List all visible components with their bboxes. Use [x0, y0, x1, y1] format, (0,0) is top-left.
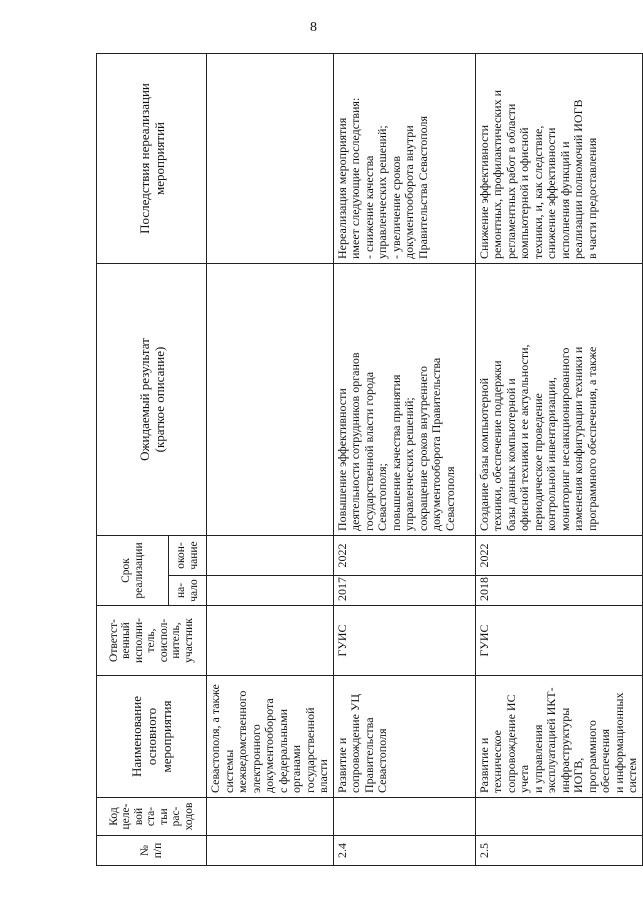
header-row — [97, 53, 169, 865]
header-name: Наименование основного мероприятия — [97, 676, 207, 798]
row-end — [207, 535, 334, 575]
table-row — [207, 53, 334, 865]
header-end: окон- чание — [169, 535, 207, 575]
row-responsible: ГУИС — [333, 606, 475, 676]
rotated-table-container — [96, 54, 639, 866]
table-row — [475, 53, 642, 865]
header-consequences: Последствия нереализации мероприятий — [97, 53, 207, 263]
row-end: 2022 — [475, 535, 642, 575]
row-num: 2.5 — [475, 836, 642, 866]
row-start — [207, 576, 334, 606]
header-start: на- чало — [169, 576, 207, 606]
row-num: 2.4 — [333, 836, 475, 866]
row-name: Развитие и сопровождение УЦ Правительства Севастополя — [333, 676, 475, 798]
row-responsible: ГУИС — [475, 606, 642, 676]
header-responsible: Ответст- венный исполни- тель, соиспол- нитель, участник — [97, 606, 207, 676]
header-num: № п/п — [97, 836, 207, 866]
row-consequences — [207, 53, 334, 263]
row-name: Развитие и техническое сопровождение ИС учета и управления эксплуатацией ИКТ- инфраструктуры ИОГВ, программного обеспечения и информационных систем — [475, 676, 642, 798]
row-code — [207, 798, 334, 836]
row-code — [475, 798, 642, 836]
row-start: 2017 — [333, 576, 475, 606]
row-name: Севастополя, а также системы межведомственного электронного документооборота с федеральными органами государственной власти — [207, 676, 334, 798]
table-row — [333, 53, 475, 865]
row-responsible — [207, 606, 334, 676]
row-code — [333, 798, 475, 836]
row-start: 2018 — [475, 576, 642, 606]
row-result: Создание базы компьютерной техники, обеспечение поддержки базы данных компьютерной и офисной техники и ее актуальности, периодическое проведение контрольной инвентаризации, мониторинг несанкционированного изменения конфигурации техники и программного обеспечения, а также — [475, 263, 642, 535]
row-consequences: Снижение эффективности ремонтных, профилактических и регламентных работ в области компьютерной и офисной техники, и, как следствие, снижение эффективности исполнения функций и реализации полномочий ИОГВ в части предоставления — [475, 53, 642, 263]
header-code: Код целе- вой ста- тьи рас- ходов — [97, 798, 207, 836]
row-num — [207, 836, 334, 866]
page-number: 8 — [310, 20, 317, 35]
row-consequences: Нереализация мероприятия имеет следующие последствия: - снижение качества управленческих решений; - увеличение сроков документооборота внутри Правительства Севастополя — [333, 53, 475, 263]
header-term: Срок реализации — [97, 535, 169, 605]
row-result: Повышение эффективности деятельности сотрудников органов государственной власти города Севастополя; повышение качества принятия управленческих решений; сокращение сроков внутреннего документооборота Правительства Севастополя — [333, 263, 475, 535]
activities-table — [96, 53, 643, 866]
row-end: 2022 — [333, 535, 475, 575]
header-result: Ожидаемый результат (краткое описание) — [97, 263, 207, 535]
row-result — [207, 263, 334, 535]
